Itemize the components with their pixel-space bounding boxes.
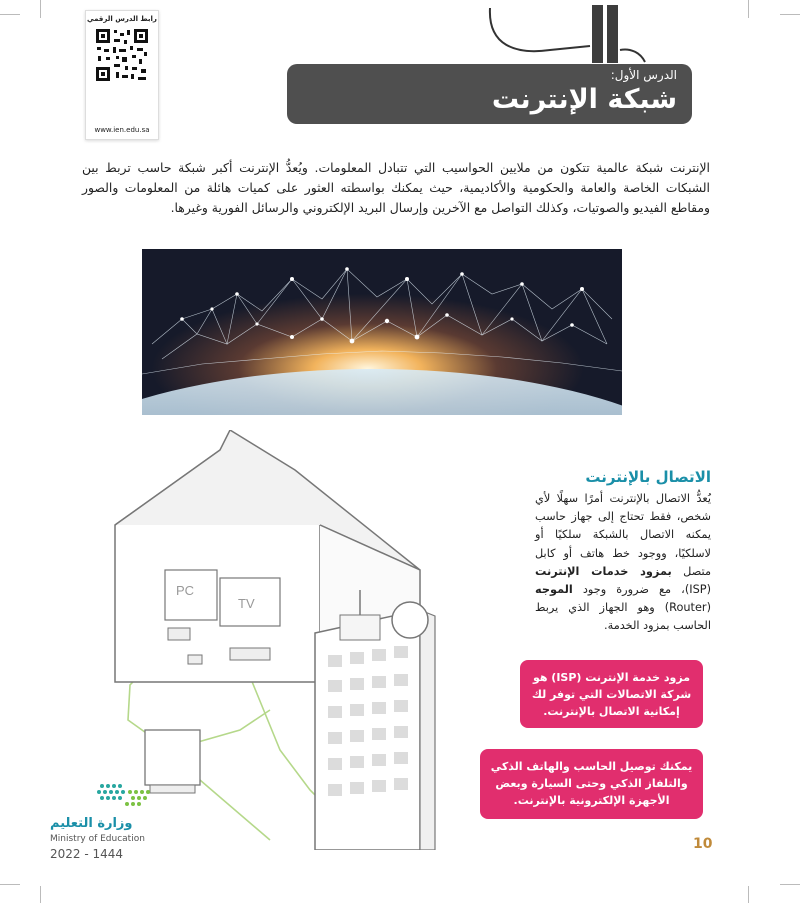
section-paragraph [535,490,711,636]
section-text-2: (ISP)، مع ضرورة وجود [572,583,711,597]
digital-lesson-qr-card[interactable] [85,10,159,140]
crop-mark [780,14,800,15]
lesson-title-banner [287,64,692,124]
page-number: 10 [693,836,713,852]
ministry-name-ar: وزارة التعليم [50,816,133,831]
lesson-title: شبكة الإنترنت [491,84,677,115]
crop-mark [748,886,749,903]
isp-callout: مزود خدمة الإنترنت (ISP) هو شركة الاتصالات التي توفر لك إمكانية الاتصال بالإنترنت. [520,660,703,728]
crop-mark [0,884,20,885]
pc-label: PC [176,583,195,598]
qr-label: رابط الدرس الرقمي [87,15,157,23]
router-antennas-illustration [430,0,730,70]
crop-mark [0,14,20,15]
section-bold-router: الموجه [535,583,573,597]
crop-mark [40,0,41,18]
section-title: الاتصال بالإنترنت [585,468,711,486]
crop-mark [40,886,41,903]
ministry-name-en: Ministry of Education [50,834,145,844]
ministry-logo [50,778,160,868]
section-text-3: (Router) وهو الجهاز الذي يربط الحاسب بمزود الخدمة. [535,601,711,633]
tv-label: TV [238,596,255,611]
ministry-year: 2022 - 1444 [50,847,124,861]
section-bold-isp: بمزود خدمات الإنترنت [535,564,672,578]
global-network-image [142,249,622,415]
devices-callout: يمكنك توصيل الحاسب والهاتف الذكي والتلفاز الذكي وحتى السيارة وبعض الأجهزة الإلكترونية بالإنترنت. [480,749,703,819]
ministry-logo-icon [90,778,170,812]
crop-mark [748,0,749,18]
qr-code-icon [94,27,150,83]
section-text-1: يُعدُّ الاتصال بالإنترنت أمرًا سهلًا لأي شخص، فقط تحتاج إلى جهاز حاسب يمكنه الاتصال بالشبكة سلكيًا أو لاسلكيًا، ووجود خط هاتف أو كابل متصل [535,492,711,578]
crop-mark [780,884,800,885]
qr-url[interactable]: www.ien.edu.sa [94,126,150,134]
intro-paragraph: الإنترنت شبكة عالمية تتكون من ملايين الحواسيب التي تتبادل المعلومات. ويُعدُّ الإنترنت أكبر شبكة حاسب تربط بين الشبكات الخاصة والعامة والحكومية والأكاديمية، حيث يمكنك بواسطته العثور على كميات هائلة من المعلومات والصور ومقاطع الفيديو والصوتيات، وكذلك التواصل مع الآخرين وإرسال البريد الإلكتروني والرسائل الفورية وغيرها. [82,160,710,215]
lesson-label: الدرس الأول: [610,68,677,82]
